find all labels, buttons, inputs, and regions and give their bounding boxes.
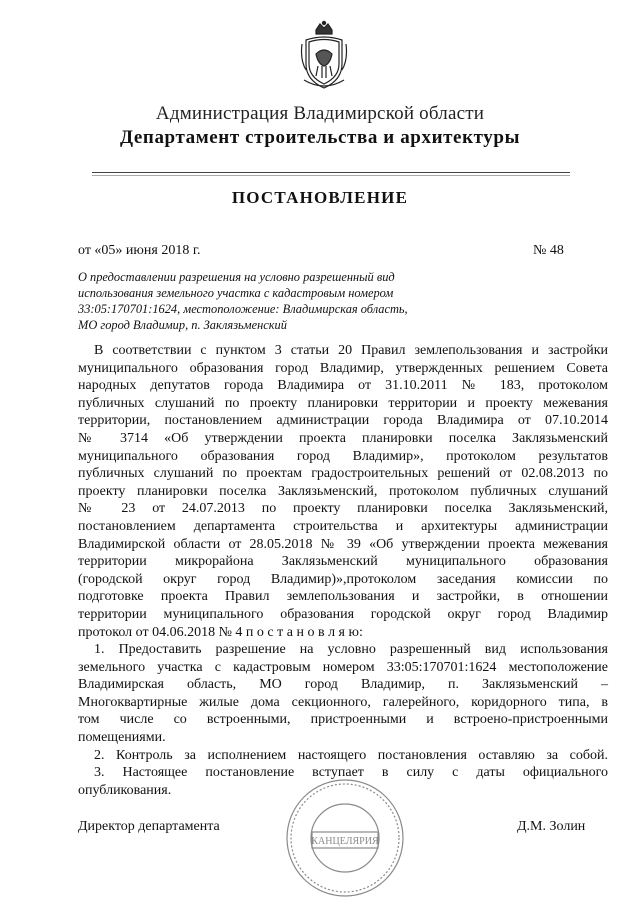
body-line: подготовке проекта Правил землепользования и застройки, в отношении <box>78 589 608 605</box>
body-line: 3. Настоящее постановление вступает в силу с даты официального <box>94 765 608 781</box>
body-line: территории, постановлением администрации города Владимира от 07.10.2014 <box>78 413 608 429</box>
subject-line: использования земельного участка с кадастровым номером <box>78 286 394 300</box>
body-line: муниципального образования город Владимир», протоколом результатов <box>78 448 608 464</box>
header-divider <box>92 172 570 173</box>
department-name: Департамент строительства и архитектуры <box>119 127 521 148</box>
signer-name: Д.М. Золин <box>517 819 586 834</box>
body-line: земельного участка с кадастровым номером 33:05:170701:1624 местоположение <box>78 659 608 675</box>
body-line: № 3714 «Об утверждении проекта планировки поселка Заклязьменский <box>78 430 608 446</box>
body-line: Многоквартирные жилые дома секционного, галерейного, коридорного типа, в <box>78 694 608 710</box>
document-date: от «05» июня 2018 г. <box>78 243 201 258</box>
body-line: (городской округ город Владимир)»,протоколом заседания комиссии по <box>78 571 608 587</box>
subject-line: 33:05:170701:1624, местоположение: Владимирская область, <box>78 302 408 316</box>
office-stamp <box>284 777 406 899</box>
document-body <box>78 342 608 799</box>
subject-line: МО город Владимир, п. Заклязьменский <box>78 318 287 332</box>
body-line: Владимирской области от 28.05.2018 № 39 «Об утверждении проекта межевания <box>78 536 608 552</box>
document-subject <box>78 269 438 333</box>
body-line: 1. Предоставить разрешение на условно разрешенный вид использования <box>94 642 608 658</box>
body-line: народных депутатов города Владимира от 31.10.2011 № 183, протоколом <box>78 378 608 394</box>
header-divider-thin <box>92 175 570 176</box>
body-line: проекту планировки поселка Заклязьменский, протоколом публичных слушаний <box>78 483 608 499</box>
stamp-label: КАНЦЕЛЯРИЯ <box>311 836 379 847</box>
document-title: ПОСТАНОВЛЕНИЕ <box>231 188 409 207</box>
body-line: публичных слушаний по проектам градостроительных решений от 02.08.2013 по <box>78 466 608 482</box>
body-line: Владимирская область, МО город Владимир, п. Заклязьменский – <box>78 677 608 693</box>
body-line: помещениями. <box>78 730 166 746</box>
body-line: публичных слушаний по проекту планировки территории и проекту межевания <box>78 395 608 411</box>
organization-name: Администрация Владимирской области <box>155 103 485 124</box>
body-line: 2. Контроль за исполнением настоящего постановления оставляю за собой. <box>94 747 608 763</box>
body-line: В соответствии с пунктом 3 статьи 20 Правил землепользования и застройки <box>94 343 608 358</box>
body-line: территории муниципального образования городской округ город Владимир <box>78 606 608 622</box>
coat-of-arms-emblem <box>300 20 348 92</box>
signer-position: Директор департамента <box>78 819 220 834</box>
body-line: муниципального образования город Владимир, утвержденных решением Совета <box>78 360 608 376</box>
body-line: опубликования. <box>78 782 172 798</box>
body-line: № 23 от 24.07.2013 по проекту планировки поселка Заклязьменский, <box>78 501 608 517</box>
body-line: постановлением департамента строительства и архитектуры администрации <box>78 518 608 534</box>
body-line: протокол от 04.06.2018 № 4 п о с т а н о в л я ю: <box>78 624 363 640</box>
subject-line: О предоставлении разрешения на условно разрешенный вид <box>78 270 395 284</box>
body-line: территории микрорайона Заклязьменский муниципального образования <box>78 554 608 570</box>
document-number: № 48 <box>533 243 564 258</box>
body-line: том числе со встроенными, пристроенными и встроено-пристроенными <box>78 712 608 728</box>
